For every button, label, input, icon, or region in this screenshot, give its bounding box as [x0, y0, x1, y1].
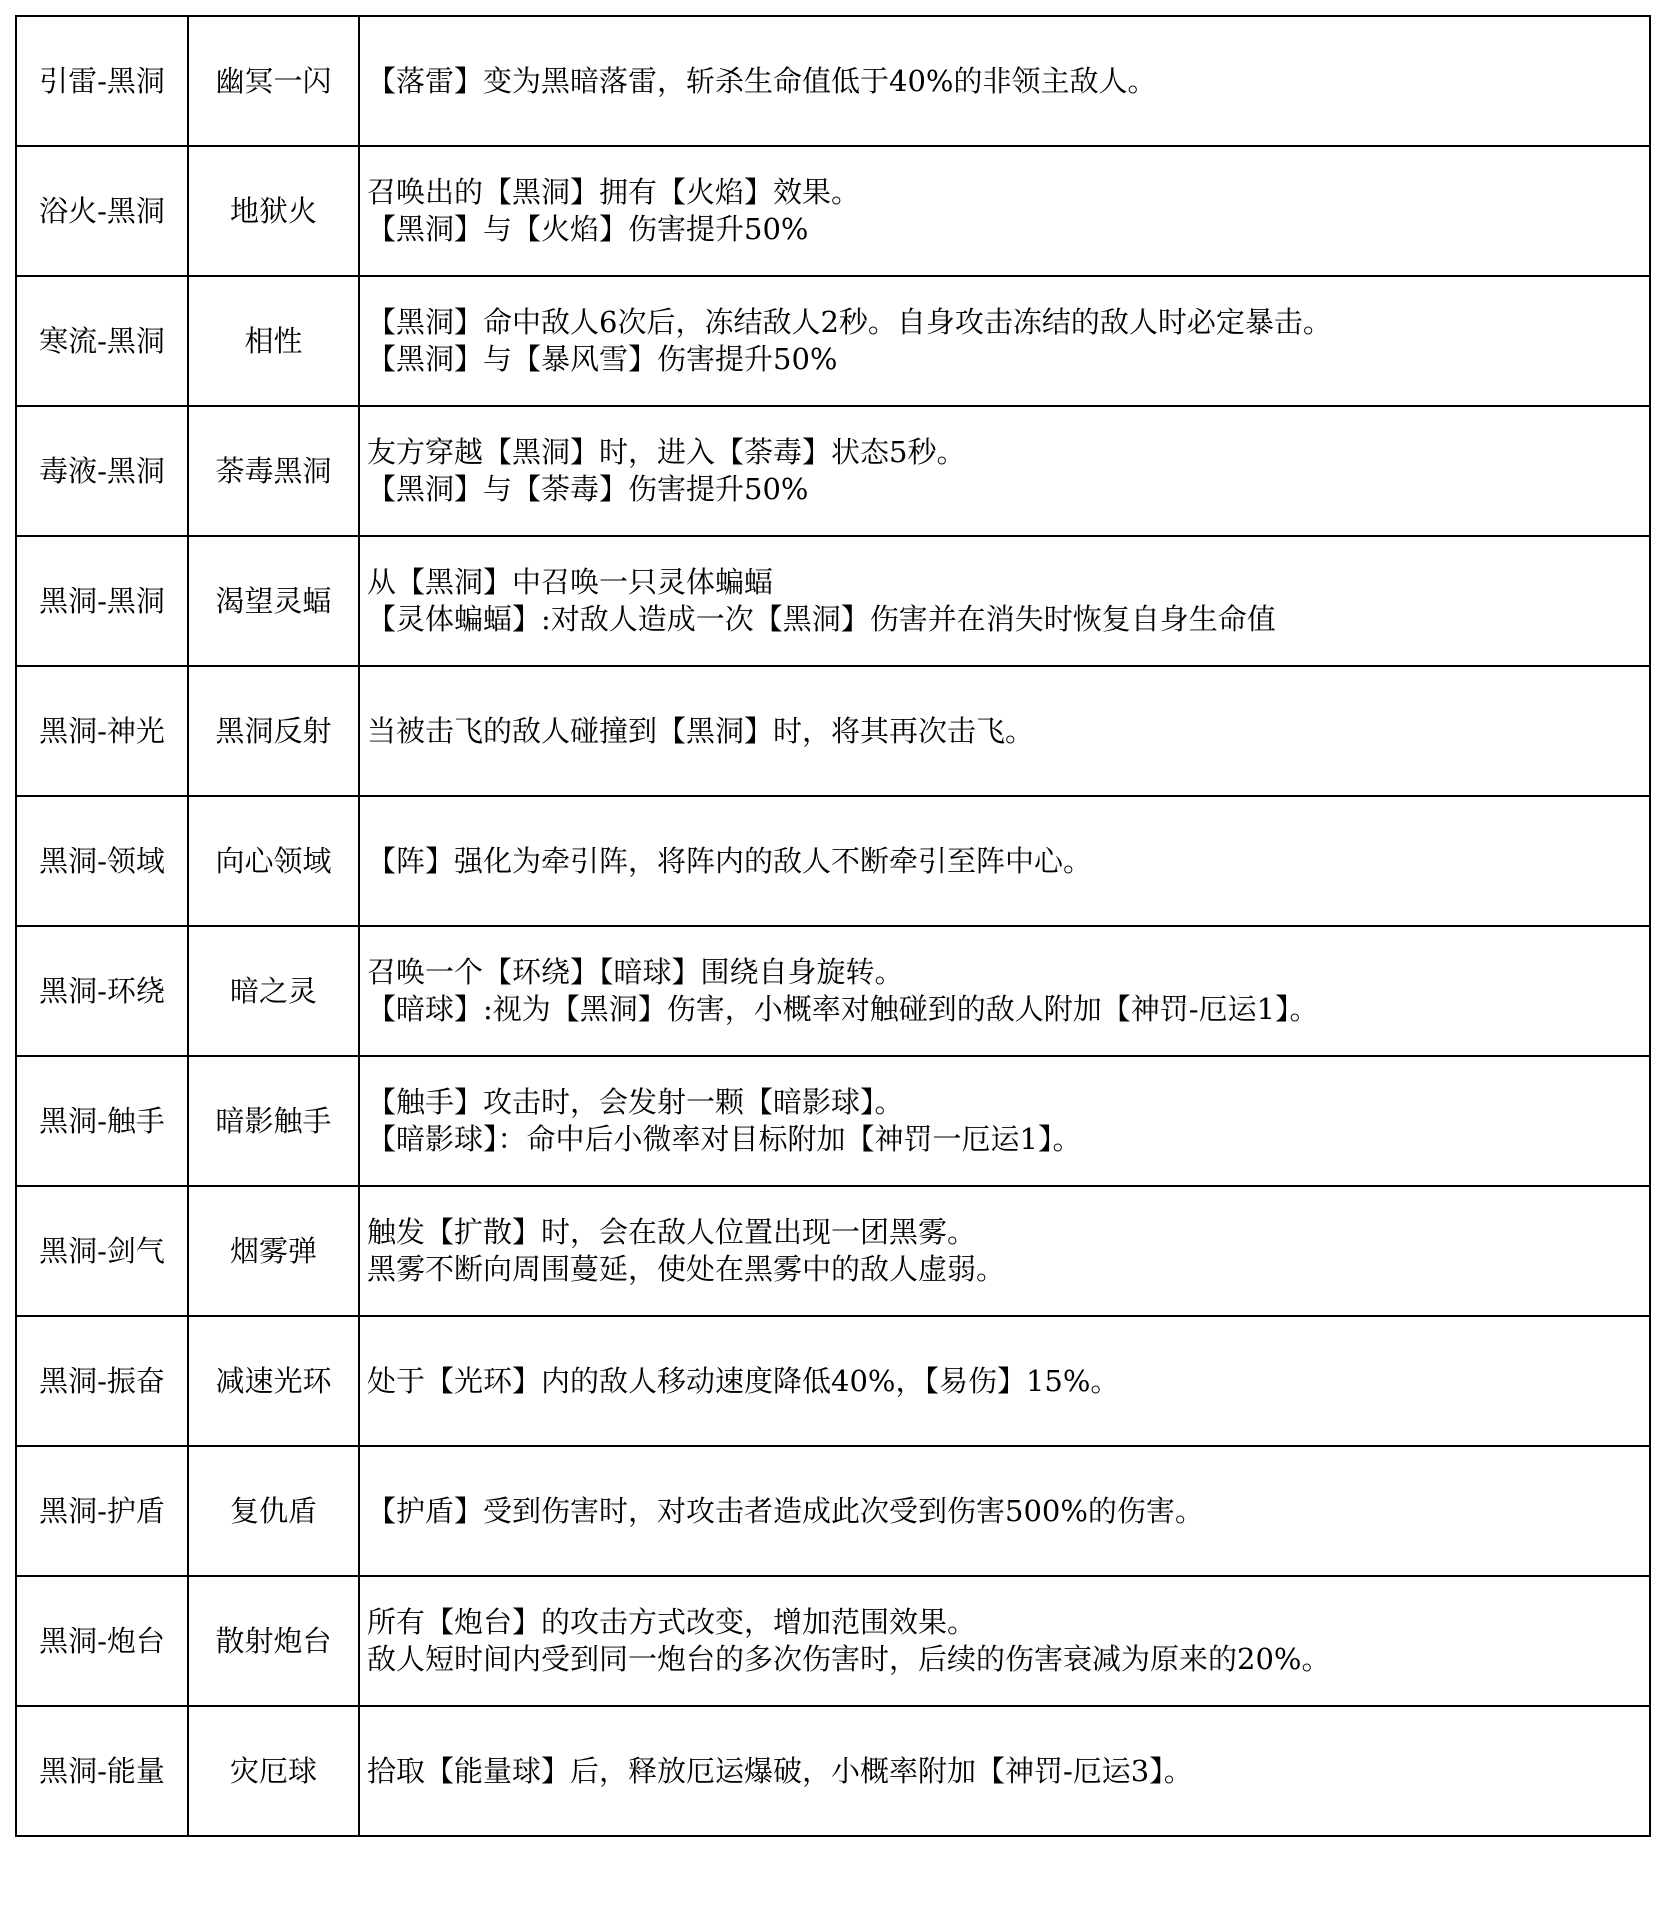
table-row	[16, 666, 1650, 796]
table-row	[16, 276, 1650, 406]
table-row	[16, 1446, 1650, 1576]
skill-name-cell: 复仇盾	[188, 1446, 359, 1576]
description-line: 召唤一个【环绕】【暗球】围绕自身旋转。	[367, 955, 904, 989]
description-line: 【暗影球】：命中后小微率对目标附加【神罚一厄运1】。	[367, 1122, 1082, 1156]
description-cell	[359, 1186, 1650, 1316]
description-line: 召唤出的【黑洞】拥有【火焰】效果。	[367, 175, 861, 209]
description-line: 所有【炮台】的攻击方式改变，增加范围效果。	[367, 1605, 977, 1639]
description-line: 【黑洞】与【荼毒】伤害提升50%	[367, 472, 809, 506]
combo-cell: 黑洞-领域	[16, 796, 188, 926]
description-cell	[359, 1056, 1650, 1186]
table-row	[16, 1576, 1650, 1706]
description-line: 友方穿越【黑洞】时，进入【荼毒】状态5秒。	[367, 435, 966, 469]
description-line: 【护盾】受到伤害时，对攻击者造成此次受到伤害500%的伤害。	[367, 1493, 1204, 1528]
description-line: 【阵】强化为牵引阵，将阵内的敌人不断牵引至阵中心。	[367, 843, 1093, 878]
description-line: 【触手】攻击时，会发射一颗【暗影球】。	[367, 1085, 904, 1119]
table-row	[16, 16, 1650, 146]
description-cell	[359, 926, 1650, 1056]
description-line: 从【黑洞】中召唤一只灵体蝙蝠	[367, 565, 774, 599]
table-row	[16, 406, 1650, 536]
combo-cell: 黑洞-环绕	[16, 926, 188, 1056]
combo-cell: 毒液-黑洞	[16, 406, 188, 536]
skill-name-cell: 荼毒黑洞	[188, 406, 359, 536]
combo-cell: 寒流-黑洞	[16, 276, 188, 406]
skill-name-cell: 相性	[188, 276, 359, 406]
table-row	[16, 796, 1650, 926]
table-body	[16, 16, 1650, 1836]
description-cell	[359, 1576, 1650, 1706]
description-cell	[359, 796, 1650, 926]
skill-name-cell: 灾厄球	[188, 1706, 359, 1836]
description-line: 【暗球】:视为【黑洞】伤害，小概率对触碰到的敌人附加【神罚-厄运1】。	[367, 992, 1319, 1026]
description-cell	[359, 406, 1650, 536]
description-cell	[359, 1446, 1650, 1576]
combo-cell: 引雷-黑洞	[16, 16, 188, 146]
description-cell	[359, 16, 1650, 146]
skill-name-cell: 暗影触手	[188, 1056, 359, 1186]
combo-cell: 黑洞-能量	[16, 1706, 188, 1836]
table-row	[16, 1186, 1650, 1316]
combo-cell: 黑洞-剑气	[16, 1186, 188, 1316]
description-line: 黑雾不断向周围蔓延，使处在黑雾中的敌人虚弱。	[367, 1252, 1006, 1286]
skill-name-cell: 散射炮台	[188, 1576, 359, 1706]
description-cell	[359, 666, 1650, 796]
description-cell	[359, 1706, 1650, 1836]
description-line: 处于【光环】内的敌人移动速度降低40%，【易伤】15%。	[367, 1363, 1120, 1398]
table-row	[16, 1316, 1650, 1446]
description-line: 【黑洞】与【火焰】伤害提升50%	[367, 212, 809, 246]
combo-cell: 黑洞-振奋	[16, 1316, 188, 1446]
combo-cell: 黑洞-黑洞	[16, 536, 188, 666]
description-cell	[359, 276, 1650, 406]
description-line: 【落雷】变为黑暗落雷，斩杀生命值低于40%的非领主敌人。	[367, 63, 1157, 98]
skill-name-cell: 向心领域	[188, 796, 359, 926]
skill-name-cell: 减速光环	[188, 1316, 359, 1446]
description-cell	[359, 146, 1650, 276]
description-cell	[359, 536, 1650, 666]
skill-name-cell: 幽冥一闪	[188, 16, 359, 146]
skill-combo-table	[15, 15, 1651, 1837]
table-row	[16, 146, 1650, 276]
description-cell	[359, 1316, 1650, 1446]
combo-cell: 浴火-黑洞	[16, 146, 188, 276]
skill-name-cell: 烟雾弹	[188, 1186, 359, 1316]
combo-cell: 黑洞-神光	[16, 666, 188, 796]
description-line: 触发【扩散】时，会在敌人位置出现一团黑雾。	[367, 1215, 977, 1249]
skill-name-cell: 暗之灵	[188, 926, 359, 1056]
table-row	[16, 926, 1650, 1056]
combo-cell: 黑洞-炮台	[16, 1576, 188, 1706]
combo-cell: 黑洞-护盾	[16, 1446, 188, 1576]
description-line: 敌人短时间内受到同一炮台的多次伤害时，后续的伤害衰减为原来的20%。	[367, 1642, 1331, 1676]
skill-name-cell: 渴望灵蝠	[188, 536, 359, 666]
description-line: 拾取【能量球】后，释放厄运爆破，小概率附加【神罚-厄运3】。	[367, 1753, 1193, 1788]
table-row	[16, 1706, 1650, 1836]
description-line: 【黑洞】命中敌人6次后，冻结敌人2秒。自身攻击冻结的敌人时必定暴击。	[367, 305, 1332, 339]
description-line: 【黑洞】与【暴风雪】伤害提升50%	[367, 342, 838, 376]
description-line: 【灵体蝙蝠】:对敌人造成一次【黑洞】伤害并在消失时恢复自身生命值	[367, 602, 1276, 636]
table-row	[16, 1056, 1650, 1186]
description-line: 当被击飞的敌人碰撞到【黑洞】时，将其再次击飞。	[367, 713, 1035, 748]
skill-name-cell: 黑洞反射	[188, 666, 359, 796]
skill-name-cell: 地狱火	[188, 146, 359, 276]
combo-cell: 黑洞-触手	[16, 1056, 188, 1186]
table-row	[16, 536, 1650, 666]
